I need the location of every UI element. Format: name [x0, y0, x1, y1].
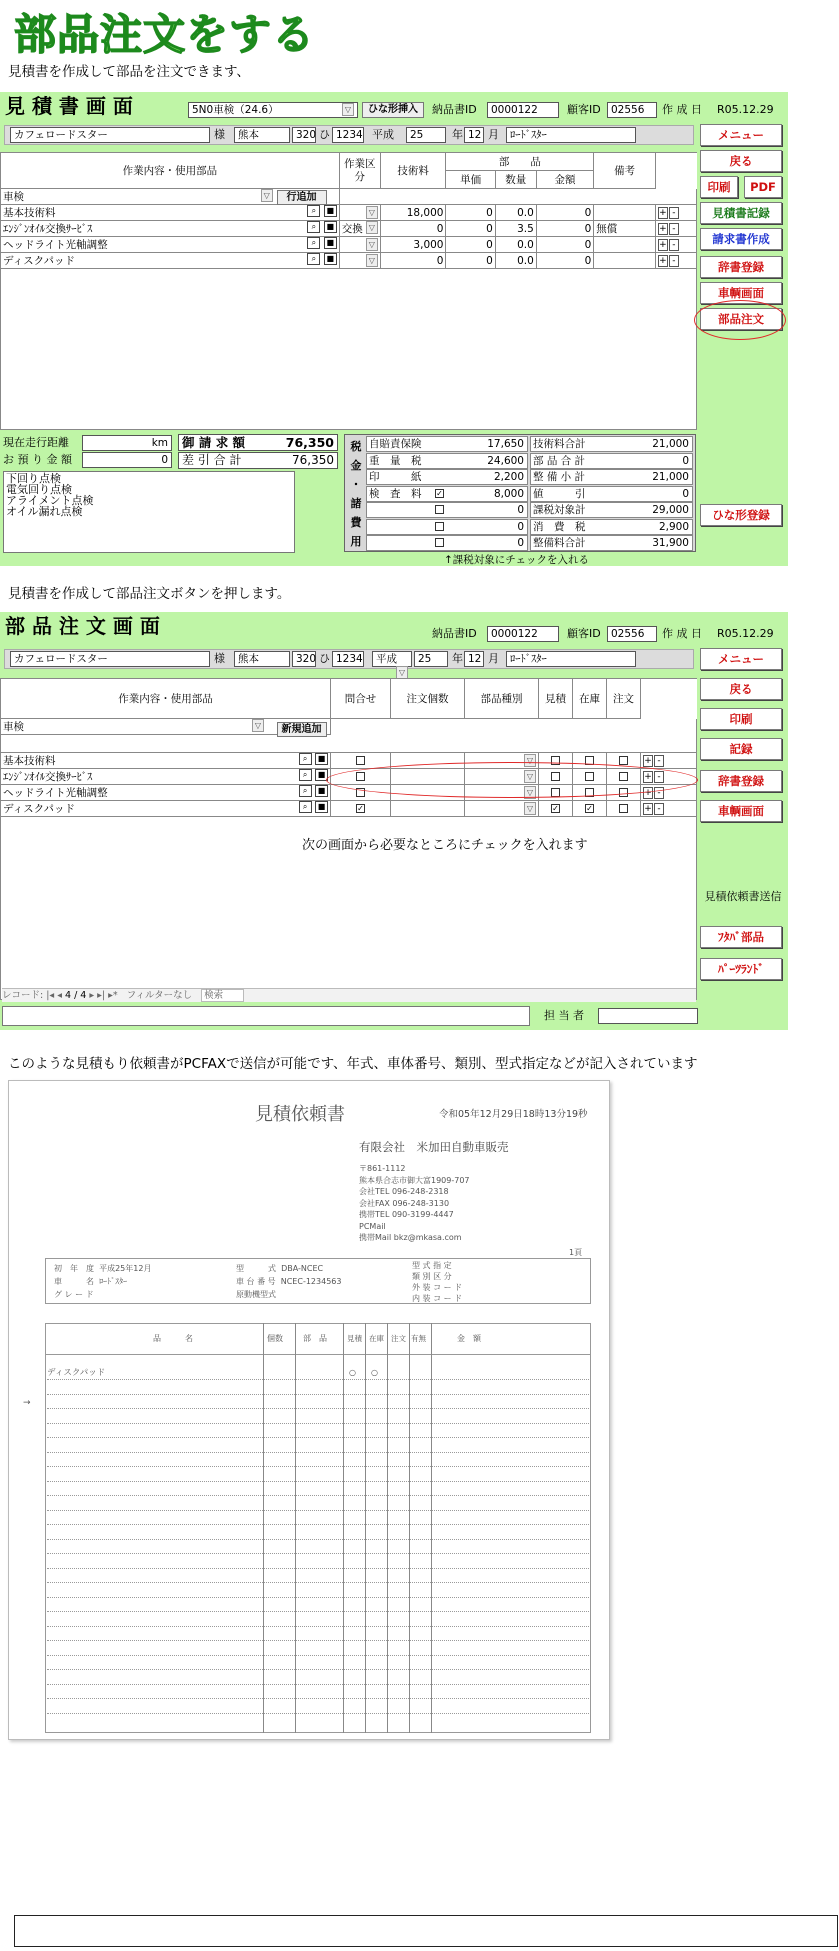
- plus-icon[interactable]: +: [644, 804, 652, 814]
- customer-id-label: 顧客ID: [567, 103, 601, 116]
- inquiry-checkbox[interactable]: [356, 756, 365, 765]
- order-year-field[interactable]: 25: [414, 651, 448, 667]
- row-tech[interactable]: 0: [380, 221, 446, 237]
- search-icon[interactable]: ⌕: [307, 237, 320, 249]
- billing-amount: 76,350: [285, 435, 334, 450]
- fax-item-line: [47, 1466, 591, 1467]
- order-sama-label: 様: [214, 652, 225, 665]
- fee-value: 0: [517, 520, 524, 533]
- col-work: 作業内容・使用部品: [1, 153, 340, 189]
- balance-label: 差 引 合 計: [182, 453, 242, 467]
- fax-item-line: [47, 1582, 591, 1583]
- save-icon[interactable]: ■: [315, 785, 328, 797]
- fax-item-line: [47, 1698, 591, 1699]
- fax-company: 有限会社 米加田自動車販売: [359, 1140, 509, 1154]
- deposit-field[interactable]: 0: [82, 452, 172, 468]
- search-icon[interactable]: ⌕: [307, 205, 320, 217]
- add-row-button[interactable]: 行追加: [277, 190, 327, 205]
- menu-button[interactable]: メニュー: [700, 124, 782, 146]
- row-kind[interactable]: 交換: [341, 223, 363, 235]
- order-dictionary-button[interactable]: 辞書登録: [700, 770, 782, 792]
- col-note: 備考: [594, 153, 656, 189]
- total-row: [530, 486, 693, 502]
- fax-timestamp: 令和05年12月29日18時13分19秒: [439, 1109, 588, 1120]
- fax-info-box: [45, 1258, 591, 1304]
- note-line: 下回り点検: [6, 472, 61, 485]
- order-created-date: R05.12.29: [717, 627, 774, 640]
- estimate-table: [0, 152, 697, 269]
- row-qty[interactable]: 0.0: [495, 253, 536, 269]
- fax-item-line: [47, 1510, 591, 1511]
- register-template-button[interactable]: ひな形登録: [700, 504, 782, 526]
- fee-row[interactable]: [366, 436, 528, 452]
- order-plate-area-field[interactable]: 熊本: [234, 651, 290, 667]
- mileage-field[interactable]: [82, 435, 172, 451]
- futaba-parts-button[interactable]: ﾌﾀﾊﾞ部品: [700, 926, 782, 948]
- person-field[interactable]: [598, 1008, 698, 1024]
- total-row: [530, 469, 693, 485]
- type-dropdown[interactable]: ▽: [524, 802, 536, 815]
- delivery-id-field[interactable]: 0000122: [487, 102, 559, 118]
- order-menu-button[interactable]: メニュー: [700, 648, 782, 670]
- fee-row[interactable]: [366, 519, 528, 535]
- search-icon[interactable]: ⌕: [299, 769, 312, 781]
- fax-info-mid: 型 式 DBA-NCEC 車 台 番 号 NCEC-1234563 原動機型式: [236, 1264, 342, 1299]
- billing-label: 御 請 求 額: [182, 435, 246, 450]
- delivery-id-label: 納品書ID: [432, 103, 477, 116]
- row-tech[interactable]: 18,000: [380, 205, 446, 221]
- search-icon[interactable]: ⌕: [299, 753, 312, 765]
- row-note[interactable]: [594, 237, 656, 253]
- fax-item-line: [47, 1481, 591, 1482]
- order-car-name-field[interactable]: ﾛｰﾄﾞｽﾀｰ: [506, 651, 636, 667]
- plus-icon[interactable]: +: [659, 208, 667, 218]
- row-amount: 0: [536, 221, 593, 237]
- order-back-button[interactable]: 戻る: [700, 678, 782, 700]
- month-label: 月: [488, 128, 499, 141]
- fax-table-header: 品 名 個数 部 品 見積 在庫 注文 有無 金 額: [45, 1323, 591, 1355]
- type-dropdown[interactable]: ▽: [524, 770, 536, 783]
- total-value: 0: [682, 487, 689, 500]
- send-label: 見積依頼書送信: [704, 890, 782, 903]
- minus-icon[interactable]: -: [669, 255, 679, 267]
- fee-value: 2,200: [493, 471, 524, 483]
- search-icon[interactable]: ⌕: [307, 221, 320, 233]
- fax-item-line: [47, 1495, 591, 1496]
- fax-item-line: [47, 1568, 591, 1569]
- sama-label: 様: [214, 128, 225, 141]
- row-note[interactable]: [594, 205, 656, 221]
- total-value: 2,900: [658, 520, 689, 533]
- table-row[interactable]: ｴﾝｼﾞﾝｵｲﾙ交換ｻｰﾋﾞｽ ⌕ ■ 交換 ▽ 0 0 3.5 0 無償 + -: [1, 221, 697, 237]
- minus-icon[interactable]: -: [654, 755, 664, 767]
- fax-item-line: [47, 1524, 591, 1525]
- row-name: ヘッドライト光軸調整: [3, 787, 108, 799]
- fax-item-line: [47, 1611, 591, 1612]
- fax-item-line: [47, 1655, 591, 1656]
- plus-icon[interactable]: +: [644, 788, 652, 798]
- row-qty[interactable]: 0.0: [495, 237, 536, 253]
- notes-box[interactable]: [3, 471, 295, 553]
- fax-col-line: [387, 1323, 388, 1733]
- row-name: 基本技術料: [3, 207, 56, 219]
- fax-item-line: [47, 1423, 591, 1424]
- total-label: 消 費 税: [533, 520, 586, 533]
- fax-page: 1頁: [569, 1248, 583, 1257]
- row-unit[interactable]: 0: [446, 205, 495, 221]
- fee-side-label: 税 金 ・ 諸 費 用: [350, 440, 362, 548]
- row-name: ディスクパッド: [3, 803, 76, 815]
- order-customer-name-field[interactable]: カフェロードスター: [10, 651, 210, 667]
- total-row: [530, 535, 693, 551]
- fax-item-line: [47, 1597, 591, 1598]
- order-year-label: 年: [452, 652, 463, 665]
- fee-value: 8,000: [493, 487, 524, 500]
- order-customer-id-field[interactable]: 02556: [607, 626, 657, 642]
- created-date: R05.12.29: [717, 103, 774, 116]
- stock-checkbox[interactable]: ✓: [586, 804, 593, 813]
- plus-icon[interactable]: +: [659, 224, 667, 234]
- fax-stock-mark: ○: [371, 1368, 378, 1377]
- total-value: 31,900: [652, 537, 689, 549]
- row-name: ヘッドライト光軸調整: [3, 239, 108, 251]
- order-plate-class-field[interactable]: 320: [292, 651, 316, 667]
- fax-item-line: [47, 1669, 591, 1670]
- plate-number-field[interactable]: 1234: [332, 127, 364, 143]
- fax-col-line: [295, 1323, 296, 1733]
- estimate-screen: [0, 92, 788, 566]
- page-heading: 部品注文をする: [14, 10, 316, 59]
- order-memo-field[interactable]: [2, 1006, 530, 1026]
- total-label: 部 品 合 計: [533, 454, 586, 467]
- estimate-checkbox[interactable]: ✓: [552, 804, 559, 813]
- row-tech[interactable]: 3,000: [380, 237, 446, 253]
- mileage-label: 現在走行距離: [3, 436, 69, 449]
- table-row[interactable]: [1, 801, 697, 817]
- highlight-ellipse: [326, 762, 698, 798]
- fax-col-line: [343, 1323, 344, 1733]
- fax-col-line: [263, 1323, 264, 1733]
- save-icon[interactable]: ■: [315, 801, 328, 813]
- fee-row[interactable]: [366, 486, 528, 502]
- total-row: [530, 453, 693, 469]
- col-estimate: 見積: [539, 679, 573, 719]
- caption-intro: 見積書を作成して部品を注文できます、: [8, 64, 250, 80]
- customer-name-field[interactable]: カフェロードスター: [10, 127, 210, 143]
- taxable-checkbox[interactable]: [435, 505, 444, 514]
- order-print-button[interactable]: 印刷: [700, 708, 782, 730]
- fax-col-line: [431, 1323, 432, 1733]
- era-label: 平成: [372, 128, 394, 141]
- month-field[interactable]: 12: [464, 127, 484, 143]
- minus-icon[interactable]: -: [654, 787, 664, 799]
- taxable-checkbox[interactable]: [435, 538, 444, 547]
- fax-item-line: [47, 1394, 591, 1395]
- order-month-label: 月: [488, 652, 499, 665]
- deposit-label: お 預 り 金 額: [3, 453, 72, 466]
- fax-item-line: [47, 1539, 591, 1540]
- order-checkbox[interactable]: [619, 804, 628, 813]
- created-label: 作 成 日: [662, 103, 702, 116]
- total-value: 21,000: [652, 438, 689, 450]
- plus-icon[interactable]: +: [644, 772, 652, 782]
- order-customer-id-label: 顧客ID: [567, 627, 601, 640]
- mileage-unit: km: [151, 437, 168, 449]
- note-line: アライメント点検: [6, 494, 94, 507]
- total-label: 整 備 小 計: [533, 471, 586, 483]
- print-button[interactable]: 印刷: [700, 176, 738, 198]
- category-cell[interactable]: 車検 ▽ 行追加: [1, 189, 340, 205]
- note-line: 電気回り点検: [6, 483, 72, 496]
- order-category-cell[interactable]: 車検 ▽ 新規追加: [1, 719, 331, 735]
- fax-arrow: →: [23, 1398, 31, 1408]
- minus-icon[interactable]: -: [669, 207, 679, 219]
- table-row[interactable]: 基本技術料 ⌕ ■ ▽ 18,000 0 0.0 0 + -: [1, 205, 697, 221]
- total-row: [530, 436, 693, 452]
- parts-order-button[interactable]: 部品注文: [700, 308, 782, 330]
- plus-icon[interactable]: +: [659, 240, 667, 250]
- row-name: ｴﾝｼﾞﾝｵｲﾙ交換ｻｰﾋﾞｽ: [3, 771, 93, 783]
- col-parts: 部 品: [446, 153, 594, 171]
- inquiry-checkbox[interactable]: ✓: [357, 804, 364, 813]
- fee-value: 17,650: [487, 438, 524, 450]
- row-amount: 0: [536, 253, 593, 269]
- col-amount: 金額: [536, 171, 593, 189]
- type-dropdown[interactable]: ▽: [524, 786, 536, 799]
- highlight-circle: [694, 300, 786, 340]
- fee-value: 0: [517, 504, 524, 516]
- save-icon[interactable]: ■: [324, 253, 337, 265]
- fax-estimate-mark: ○: [349, 1368, 356, 1377]
- order-delivery-id-field[interactable]: 0000122: [487, 626, 559, 642]
- count-field[interactable]: [391, 801, 465, 817]
- row-note[interactable]: 無償: [594, 221, 656, 237]
- fee-label: 自賠責保険: [369, 438, 422, 450]
- fax-address: 〒861-1112 熊本県合志市御大富1909-707 会社TEL 096-248-2318 会社FAX 096-248-3130 携帯TEL 090-3199-4447 PCMail 携帯Mail bkz@mkasa.com: [359, 1164, 470, 1242]
- col-kind: 作業区分: [339, 153, 380, 189]
- col-work: 作業内容・使用部品: [1, 679, 331, 719]
- minus-icon[interactable]: -: [669, 239, 679, 251]
- row-amount: 0: [536, 205, 593, 221]
- fax-item-line: [47, 1379, 591, 1380]
- col-tech: 技術料: [380, 153, 446, 189]
- billing-box: [178, 434, 338, 451]
- row-unit[interactable]: 0: [446, 253, 495, 269]
- row-amount: 0: [536, 237, 593, 253]
- create-invoice-button[interactable]: 請求書作成: [700, 228, 782, 250]
- save-icon[interactable]: ■: [324, 237, 337, 249]
- minus-icon[interactable]: -: [654, 803, 664, 815]
- row-unit[interactable]: 0: [446, 237, 495, 253]
- plus-icon[interactable]: +: [644, 756, 652, 766]
- record-search[interactable]: 検索: [201, 989, 244, 1002]
- order-plate-number-field[interactable]: 1234: [332, 651, 364, 667]
- plus-icon[interactable]: +: [659, 256, 667, 266]
- person-label: 担 当 者: [544, 1009, 584, 1022]
- total-row: [530, 502, 693, 518]
- minus-icon[interactable]: -: [654, 771, 664, 783]
- pdf-button[interactable]: PDF: [744, 176, 782, 198]
- vehicle-screen-button[interactable]: 車輌画面: [700, 282, 782, 304]
- taxable-checkbox[interactable]: [435, 522, 444, 531]
- note-line: オイル漏れ点検: [6, 505, 83, 518]
- plate-area-field[interactable]: 熊本: [234, 127, 290, 143]
- insert-template-button[interactable]: ひな形挿入: [362, 102, 424, 118]
- table-row[interactable]: ディスクパッド ⌕ ■ ▽ 0 0 0.0 0 + -: [1, 253, 697, 269]
- total-value: 21,000: [652, 471, 689, 483]
- save-icon[interactable]: ■: [315, 753, 328, 765]
- order-annotation: 次の画面から必要なところにチェックを入れます: [302, 838, 588, 853]
- order-vehicle-button[interactable]: 車輌画面: [700, 800, 782, 822]
- fee-row[interactable]: [366, 535, 528, 551]
- col-inquiry: 問合せ: [331, 679, 391, 719]
- fax-item-line: [47, 1452, 591, 1453]
- fax-items-table: [45, 1323, 591, 1733]
- col-type: 部品種別: [465, 679, 539, 719]
- balance-amount: 76,350: [292, 453, 334, 467]
- fax-info-left: 初 年 度 平成25年12月 車 名 ﾛｰﾄﾞｽﾀｰ グ レ ー ド: [54, 1264, 152, 1299]
- fee-label: 重 量 税: [369, 454, 422, 467]
- total-label: 値 引: [533, 487, 586, 500]
- car-name-field[interactable]: ﾛｰﾄﾞｽﾀｰ: [506, 127, 636, 143]
- fee-label: 印 紙: [369, 471, 422, 483]
- col-stock: 在庫: [573, 679, 607, 719]
- fax-col-line: [365, 1323, 366, 1733]
- order-screen: [0, 612, 788, 1030]
- row-qty[interactable]: 0.0: [495, 205, 536, 221]
- plate-kana: ひ: [319, 128, 330, 141]
- footer-box: [14, 1915, 838, 1947]
- fax-item-line: [47, 1640, 591, 1641]
- minus-icon[interactable]: -: [669, 223, 679, 235]
- record-navigator[interactable]: レコード: |◂ ◂ 4 / 4 ▸ ▸| ▸* フィルターなし 検索: [2, 988, 696, 1002]
- record-position: 4 / 4: [65, 990, 87, 1001]
- save-estimate-button[interactable]: 見積書記録: [700, 202, 782, 224]
- fee-label: 検 査 料: [369, 487, 422, 500]
- col-order: 注文: [607, 679, 641, 719]
- fax-item-line: [47, 1684, 591, 1685]
- table-row[interactable]: ヘッドライト光軸調整 ⌕ ■ ▽ 3,000 0 0.0 0 + -: [1, 237, 697, 253]
- row-note[interactable]: [594, 253, 656, 269]
- order-month-field[interactable]: 12: [464, 651, 484, 667]
- fax-item-line: [47, 1713, 591, 1714]
- caption-fax: このような見積もり依頼書がPCFAXで送信が可能です、年式、車体番号、類別、型式指定などが記入されています: [8, 1056, 698, 1072]
- filter-indicator[interactable]: フィルターなし: [126, 990, 193, 1001]
- year-label: 年: [452, 128, 463, 141]
- tax-note: ↑課税対象にチェックを入れる: [444, 554, 589, 566]
- search-icon[interactable]: ⌕: [299, 801, 312, 813]
- save-icon[interactable]: ■: [324, 221, 337, 233]
- type-dropdown[interactable]: ▽: [524, 754, 536, 767]
- back-button[interactable]: 戻る: [700, 150, 782, 172]
- fax-document: [8, 1080, 610, 1740]
- row-unit[interactable]: 0: [446, 221, 495, 237]
- row-name: ｴﾝｼﾞﾝｵｲﾙ交換ｻｰﾋﾞｽ: [3, 223, 93, 235]
- template-select[interactable]: 5N0車検（24.6） ▽: [188, 102, 358, 118]
- estimate-title: 見 積 書 画 面: [5, 94, 133, 118]
- plate-class-field[interactable]: 320: [292, 127, 316, 143]
- total-label: 技術料合計: [533, 438, 586, 450]
- fee-row[interactable]: [366, 502, 528, 518]
- row-tech[interactable]: 0: [380, 253, 446, 269]
- save-icon[interactable]: ■: [324, 205, 337, 217]
- fee-row[interactable]: [366, 453, 528, 469]
- customer-id-field[interactable]: 02556: [607, 102, 657, 118]
- total-row: [530, 519, 693, 535]
- total-label: 課税対象計: [533, 504, 586, 516]
- fax-col-line: [409, 1323, 410, 1733]
- search-icon[interactable]: ⌕: [299, 785, 312, 797]
- order-delivery-id-label: 納品書ID: [432, 627, 477, 640]
- row-name: ディスクパッド: [3, 255, 76, 267]
- row-qty[interactable]: 3.5: [495, 221, 536, 237]
- order-era-select[interactable]: 平成 ▽: [372, 651, 412, 667]
- total-value: 0: [682, 454, 689, 467]
- order-created-label: 作 成 日: [662, 627, 702, 640]
- search-icon[interactable]: ⌕: [307, 253, 320, 265]
- save-icon[interactable]: ■: [315, 769, 328, 781]
- order-checkbox[interactable]: [619, 756, 628, 765]
- fax-info-right: 型 式 指 定 類 別 区 分 外 装 コ ー ド 内 装 コ ー ド: [412, 1261, 463, 1303]
- order-add-button[interactable]: 新規追加: [277, 722, 327, 737]
- fax-first-item: ディスクパッド: [47, 1368, 106, 1378]
- fax-item-line: [47, 1408, 591, 1409]
- order-plate-kana: ひ: [319, 652, 330, 665]
- fee-value: 24,600: [487, 454, 524, 467]
- fax-item-line: [47, 1626, 591, 1627]
- fax-item-line: [47, 1437, 591, 1438]
- fax-title: 見積依頼書: [255, 1104, 345, 1125]
- order-record-button[interactable]: 記録: [700, 738, 782, 760]
- col-count: 注文個数: [391, 679, 465, 719]
- col-unit: 単価: [446, 171, 495, 189]
- partsland-button[interactable]: ﾊﾟｰﾂﾗﾝﾄﾞ: [700, 958, 782, 980]
- balance-box: [178, 452, 338, 469]
- year-field[interactable]: 25: [406, 127, 446, 143]
- fee-row[interactable]: [366, 469, 528, 485]
- dictionary-button[interactable]: 辞書登録: [700, 256, 782, 278]
- total-value: 29,000: [652, 504, 689, 516]
- total-label: 整備料合計: [533, 537, 586, 549]
- caption-step: 見積書を作成して部品注文ボタンを押します。: [8, 586, 291, 602]
- category-select[interactable]: 車検: [3, 191, 24, 203]
- order-title: 部 品 注 文 画 面: [5, 614, 160, 638]
- fee-value: 0: [517, 537, 524, 549]
- taxable-checkbox[interactable]: ✓: [436, 488, 443, 498]
- fax-item-line: [47, 1553, 591, 1554]
- col-qty: 数量: [495, 171, 536, 189]
- row-name: 基本技術料: [3, 755, 56, 767]
